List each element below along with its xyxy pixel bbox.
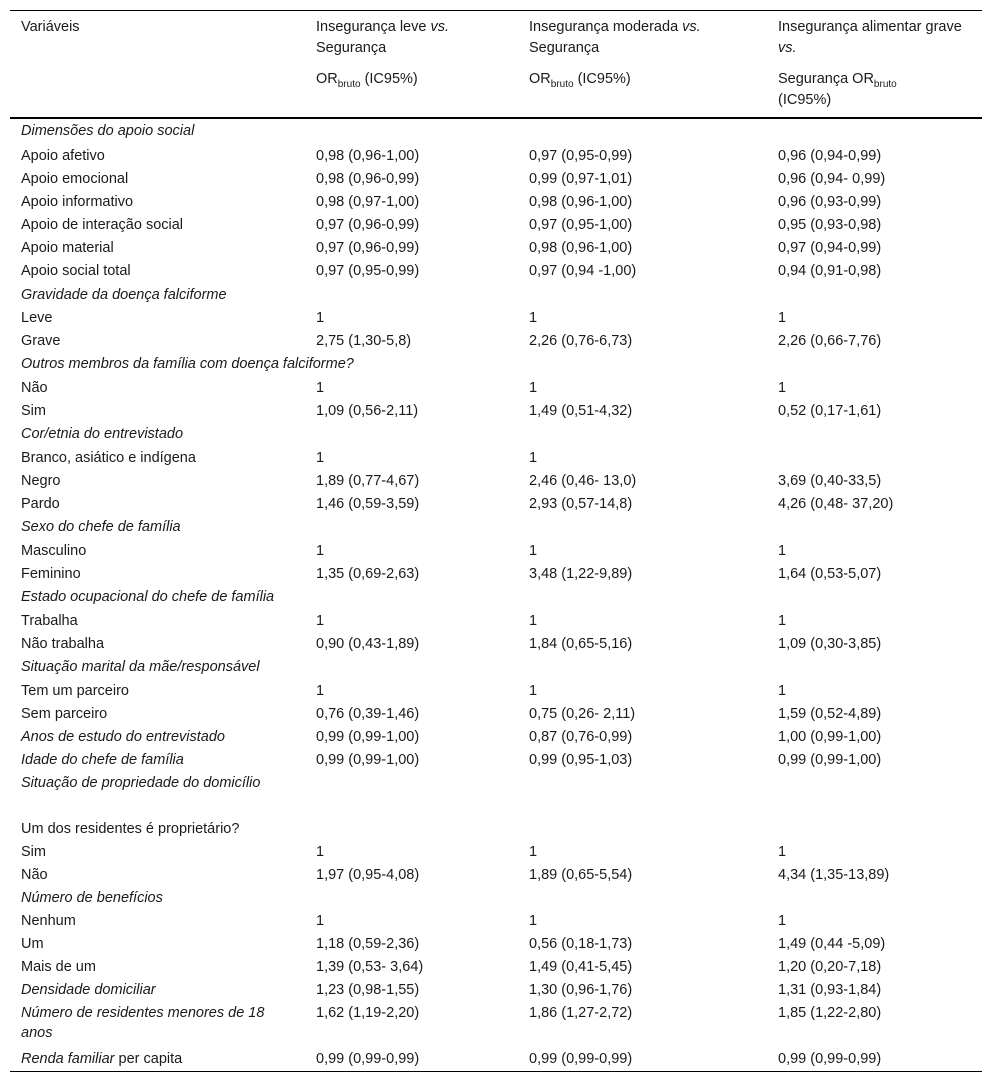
row-label xyxy=(21,750,184,770)
row-label xyxy=(21,238,114,258)
row-label xyxy=(21,611,78,631)
or-ci: (IC95%) xyxy=(360,71,418,87)
value-severe: 4,26 (0,48- 37,20) xyxy=(778,496,894,512)
row-label-text: Renda familiar xyxy=(21,1051,115,1067)
header-severe-vs: vs. xyxy=(778,40,797,56)
value-mild: 0,97 (0,96-0,99) xyxy=(316,217,420,233)
table-row xyxy=(10,213,982,236)
or-label: OR xyxy=(529,71,551,87)
table-header xyxy=(10,11,982,119)
value-severe: 0,95 (0,93-0,98) xyxy=(778,217,882,233)
row-label xyxy=(21,424,183,444)
row-label-text: Situação marital da mãe/responsável xyxy=(21,659,260,675)
row-label xyxy=(21,957,96,977)
row-label-tail: per capita xyxy=(114,1051,183,1067)
table-row xyxy=(10,376,982,399)
section-row xyxy=(10,585,982,609)
value-mild: 0,90 (0,43-1,89) xyxy=(316,636,420,652)
section-row xyxy=(10,283,982,306)
value-mild: 0,76 (0,39-1,46) xyxy=(316,706,420,722)
value-moderate: 1 xyxy=(529,310,538,326)
value-severe: 1 xyxy=(778,683,787,699)
row-label xyxy=(21,494,60,514)
table-row xyxy=(10,306,982,329)
value-moderate: 2,46 (0,46- 13,0) xyxy=(529,473,637,489)
value-severe: 0,96 (0,94- 0,99) xyxy=(778,171,886,187)
row-label xyxy=(21,121,194,141)
row-label xyxy=(21,1003,286,1043)
value-mild: 1,35 (0,69-2,63) xyxy=(316,566,420,582)
row-label xyxy=(21,980,156,1000)
row-label-text: Negro xyxy=(21,473,61,489)
table-row xyxy=(10,978,982,1001)
value-severe: 1 xyxy=(778,913,787,929)
value-mild: 1 xyxy=(316,543,325,559)
value-moderate: 0,87 (0,76-0,99) xyxy=(529,729,633,745)
header-moderate-title: Insegurança moderada xyxy=(529,19,683,35)
value-severe: 1 xyxy=(778,613,787,629)
row-label xyxy=(21,261,131,281)
table-row xyxy=(10,840,982,863)
value-severe: 1,59 (0,52-4,89) xyxy=(778,706,882,722)
value-moderate: 1 xyxy=(529,844,538,860)
table-row xyxy=(10,190,982,213)
value-mild: 1,39 (0,53- 3,64) xyxy=(316,959,424,975)
value-severe: 0,52 (0,17-1,61) xyxy=(778,403,882,419)
value-moderate: 1,86 (1,27-2,72) xyxy=(529,1005,633,1021)
table-row xyxy=(10,446,982,469)
row-label xyxy=(21,285,227,305)
row-label xyxy=(21,681,129,701)
row-label-text: Grave xyxy=(21,333,61,349)
table-row xyxy=(10,909,982,932)
value-severe: 0,96 (0,94-0,99) xyxy=(778,148,882,164)
value-moderate: 1 xyxy=(529,683,538,699)
row-label-text: Nenhum xyxy=(21,913,76,929)
value-mild: 0,99 (0,99-0,99) xyxy=(316,1051,420,1067)
value-severe: 1 xyxy=(778,310,787,326)
table-row xyxy=(10,236,982,259)
table-bottom-rule xyxy=(10,1071,982,1072)
row-label-text: Feminino xyxy=(21,566,81,582)
table-row xyxy=(10,702,982,725)
row-label xyxy=(21,331,61,351)
header-moderate-or xyxy=(529,69,701,90)
row-label-text: Tem um parceiro xyxy=(21,683,129,699)
row-label xyxy=(21,169,128,189)
value-moderate: 1,49 (0,41-5,45) xyxy=(529,959,633,975)
row-label-text: Anos de estudo do entrevistado xyxy=(21,729,225,745)
row-label xyxy=(21,401,46,421)
row-label-text: Não xyxy=(21,867,48,883)
table-row xyxy=(10,259,982,283)
row-label-text: Leve xyxy=(21,310,53,326)
or-sub: bruto xyxy=(550,79,574,90)
value-mild: 1 xyxy=(316,380,325,396)
or-sub: bruto xyxy=(873,79,897,90)
header-severe-ci: (IC95%) xyxy=(778,92,832,108)
value-moderate: 1,84 (0,65-5,16) xyxy=(529,636,633,652)
row-label xyxy=(21,773,286,793)
value-mild: 1 xyxy=(316,310,325,326)
header-variables: Variáveis xyxy=(21,19,80,35)
row-label xyxy=(21,587,274,607)
value-severe: 0,97 (0,94-0,99) xyxy=(778,240,882,256)
value-mild: 0,97 (0,96-0,99) xyxy=(316,240,420,256)
value-moderate: 1 xyxy=(529,380,538,396)
row-label xyxy=(21,146,105,166)
row-label-text: Trabalha xyxy=(21,613,78,629)
table-row xyxy=(10,632,982,655)
value-moderate: 0,98 (0,96-1,00) xyxy=(529,194,633,210)
row-label-text: Apoio informativo xyxy=(21,194,134,210)
table-row xyxy=(10,539,982,562)
section-row xyxy=(10,515,982,539)
table-row xyxy=(10,144,982,167)
value-severe: 1,00 (0,99-1,00) xyxy=(778,729,882,745)
row-label xyxy=(21,634,104,654)
table-row xyxy=(10,399,982,422)
value-moderate: 1,49 (0,51-4,32) xyxy=(529,403,633,419)
row-label xyxy=(21,934,44,954)
value-severe: 0,99 (0,99-0,99) xyxy=(778,1051,882,1067)
section-row xyxy=(10,352,982,376)
value-severe: 1,49 (0,44 -5,09) xyxy=(778,936,886,952)
value-mild: 1 xyxy=(316,450,325,466)
value-mild: 1,46 (0,59-3,59) xyxy=(316,496,420,512)
value-moderate: 0,97 (0,94 -1,00) xyxy=(529,263,637,279)
row-label-text: Sim xyxy=(21,844,46,860)
value-severe: 0,94 (0,91-0,98) xyxy=(778,263,882,279)
table-row xyxy=(10,863,982,886)
row-label-text: Branco, asiático e indígena xyxy=(21,450,196,466)
header-severe-title: Insegurança alimentar grave xyxy=(778,19,962,35)
table-row xyxy=(10,562,982,585)
row-label xyxy=(21,865,48,885)
row-label xyxy=(21,888,163,908)
row-label xyxy=(21,842,46,862)
table-row xyxy=(10,609,982,632)
value-mild: 1 xyxy=(316,844,325,860)
value-mild: 0,97 (0,95-0,99) xyxy=(316,263,420,279)
value-severe: 2,26 (0,66-7,76) xyxy=(778,333,882,349)
row-label xyxy=(21,564,81,584)
value-severe: 1,64 (0,53-5,07) xyxy=(778,566,882,582)
row-label xyxy=(21,541,86,561)
value-moderate: 1 xyxy=(529,913,538,929)
value-moderate: 1,89 (0,65-5,54) xyxy=(529,867,633,883)
value-mild: 1,23 (0,98-1,55) xyxy=(316,982,420,998)
row-label xyxy=(21,1049,182,1069)
value-mild: 2,75 (1,30-5,8) xyxy=(316,333,412,349)
header-moderate-vs: vs. xyxy=(682,19,701,35)
section-row xyxy=(10,771,982,817)
table-row xyxy=(10,1047,982,1071)
value-moderate: 0,97 (0,95-0,99) xyxy=(529,148,633,164)
section-row xyxy=(10,886,982,909)
row-label-text: Apoio de interação social xyxy=(21,217,184,233)
or-ci: (IC95%) xyxy=(573,71,631,87)
value-mild: 0,99 (0,99-1,00) xyxy=(316,752,420,768)
value-mild: 1 xyxy=(316,913,325,929)
row-label-text: Sim xyxy=(21,403,46,419)
row-label xyxy=(21,727,225,747)
value-mild: 0,98 (0,96-0,99) xyxy=(316,171,420,187)
value-mild: 1 xyxy=(316,613,325,629)
row-label xyxy=(21,471,61,491)
row-label xyxy=(21,354,354,374)
value-moderate: 1 xyxy=(529,543,538,559)
row-label-text: Idade do chefe de família xyxy=(21,752,184,768)
header-mild-security: Segurança xyxy=(316,40,387,56)
table-row xyxy=(10,167,982,190)
row-label xyxy=(21,704,107,724)
value-severe: 1 xyxy=(778,844,787,860)
table-row xyxy=(10,469,982,492)
value-mild: 1,89 (0,77-4,67) xyxy=(316,473,420,489)
row-label-text: Gravidade da doença falciforme xyxy=(21,287,227,303)
value-moderate: 0,98 (0,96-1,00) xyxy=(529,240,633,256)
or-label: OR xyxy=(316,71,338,87)
value-severe: 4,34 (1,35-13,89) xyxy=(778,867,890,883)
value-moderate: 0,99 (0,95-1,03) xyxy=(529,752,633,768)
value-moderate: 0,97 (0,95-1,00) xyxy=(529,217,633,233)
value-severe: 1,85 (1,22-2,80) xyxy=(778,1005,882,1021)
row-label xyxy=(21,192,133,212)
value-severe: 1,09 (0,30-3,85) xyxy=(778,636,882,652)
value-mild: 1,18 (0,59-2,36) xyxy=(316,936,420,952)
row-label-text: Número de benefícios xyxy=(21,890,163,906)
row-label-text: Apoio material xyxy=(21,240,114,256)
row-label-text: Estado ocupacional do chefe de família xyxy=(21,589,275,605)
row-label-text: Outros membros da família com doença falciforme? xyxy=(21,356,354,372)
value-moderate: 0,99 (0,97-1,01) xyxy=(529,171,633,187)
value-moderate: 3,48 (1,22-9,89) xyxy=(529,566,633,582)
value-mild: 1 xyxy=(316,683,325,699)
header-severe-or xyxy=(778,69,968,90)
row-label-text: Cor/etnia do entrevistado xyxy=(21,426,184,442)
header-moderate-security: Segurança xyxy=(529,40,600,56)
row-label xyxy=(21,215,183,235)
row-label-text: Densidade domiciliar xyxy=(21,982,156,998)
table-row xyxy=(10,817,982,840)
row-label-text: Número de residentes menores de 18 anos xyxy=(21,1005,265,1041)
row-label xyxy=(21,517,181,537)
row-label-text: Apoio emocional xyxy=(21,171,129,187)
row-label-text: Masculino xyxy=(21,543,87,559)
table-body xyxy=(10,119,982,1071)
value-moderate: 2,26 (0,76-6,73) xyxy=(529,333,633,349)
row-label xyxy=(21,448,196,468)
row-label-text: Sexo do chefe de família xyxy=(21,519,181,535)
row-label-text: Sem parceiro xyxy=(21,706,108,722)
value-moderate: 0,99 (0,99-0,99) xyxy=(529,1051,633,1067)
value-moderate: 0,56 (0,18-1,73) xyxy=(529,936,633,952)
row-label-text: Um dos residentes é proprietário? xyxy=(21,821,240,837)
row-label xyxy=(21,657,260,677)
table-row xyxy=(10,679,982,702)
row-label xyxy=(21,819,239,839)
value-severe: 0,96 (0,93-0,99) xyxy=(778,194,882,210)
table-row xyxy=(10,748,982,771)
value-mild: 1,09 (0,56-2,11) xyxy=(316,403,419,419)
value-mild: 0,99 (0,99-1,00) xyxy=(316,729,420,745)
header-moderate-vs-security xyxy=(529,17,701,90)
value-severe: 1,31 (0,93-1,84) xyxy=(778,982,882,998)
value-severe: 1 xyxy=(778,543,787,559)
header-severe-vs-security xyxy=(778,17,968,111)
value-moderate: 1 xyxy=(529,613,538,629)
table-row xyxy=(10,725,982,748)
header-mild-vs-security xyxy=(316,17,449,90)
value-severe: 1,20 (0,20-7,18) xyxy=(778,959,882,975)
value-moderate: 0,75 (0,26- 2,11) xyxy=(529,706,636,722)
row-label xyxy=(21,308,52,328)
value-moderate: 1,30 (0,96-1,76) xyxy=(529,982,633,998)
value-severe: 3,69 (0,40-33,5) xyxy=(778,473,882,489)
value-severe: 1 xyxy=(778,380,787,396)
value-moderate: 2,93 (0,57-14,8) xyxy=(529,496,633,512)
or-sub: bruto xyxy=(337,79,361,90)
header-severe-security: Segurança OR xyxy=(778,71,874,87)
section-row xyxy=(10,655,982,679)
value-mild: 0,98 (0,97-1,00) xyxy=(316,194,420,210)
header-mild-title: Insegurança leve xyxy=(316,19,431,35)
value-severe: 0,99 (0,99-1,00) xyxy=(778,752,882,768)
row-label-text: Pardo xyxy=(21,496,60,512)
value-mild: 1,62 (1,19-2,20) xyxy=(316,1005,420,1021)
section-row xyxy=(10,422,982,446)
row-label-text: Um xyxy=(21,936,44,952)
odds-ratio-table xyxy=(10,10,982,1072)
row-label-text: Apoio social total xyxy=(21,263,131,279)
table-row xyxy=(10,1001,982,1047)
row-label-text: Mais de um xyxy=(21,959,96,975)
table-row xyxy=(10,329,982,352)
section-row xyxy=(10,119,982,144)
table-row xyxy=(10,492,982,515)
row-label-text: Apoio afetivo xyxy=(21,148,105,164)
row-label xyxy=(21,911,76,931)
row-label-text: Dimensões do apoio social xyxy=(21,123,195,139)
value-mild: 1,97 (0,95-4,08) xyxy=(316,867,420,883)
table-row xyxy=(10,932,982,955)
value-mild: 0,98 (0,96-1,00) xyxy=(316,148,420,164)
table-row xyxy=(10,955,982,978)
header-mild-or xyxy=(316,69,449,90)
row-label-text: Não xyxy=(21,380,48,396)
row-label-text: Não trabalha xyxy=(21,636,105,652)
value-moderate: 1 xyxy=(529,450,538,466)
row-label xyxy=(21,378,48,398)
header-mild-vs: vs. xyxy=(430,19,449,35)
row-label-text: Situação de propriedade do domicílio xyxy=(21,775,261,791)
